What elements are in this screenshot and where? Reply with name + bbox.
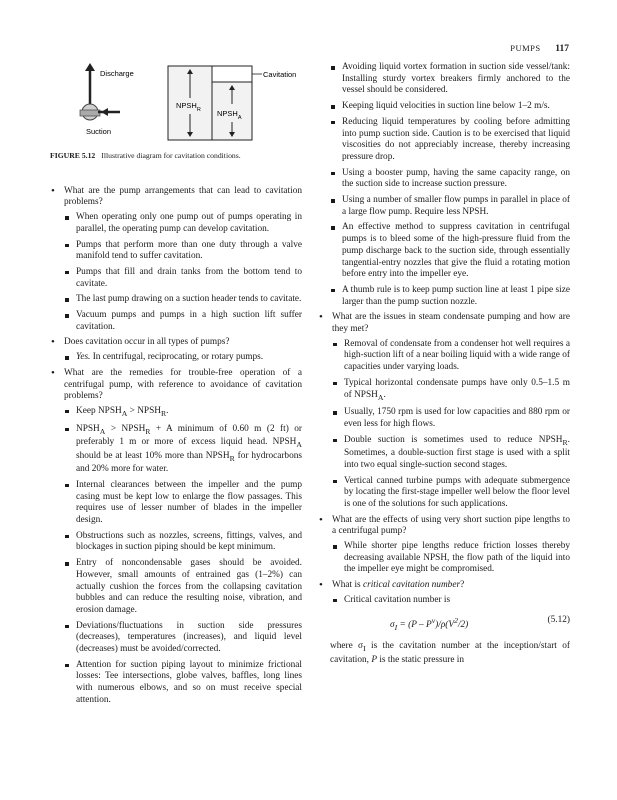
list-item: $NPSH_A$ > $NPSH_R + A$ minimum of 0.60 m (2 ft) or preferably 1 m or more of excess liquid head. $NPSH_A$ should be at least 10% more than $NPSH_R$ for hydrocarbons and 20% more for water. — [64, 424, 302, 476]
pump-base — [80, 110, 100, 116]
list-item — [64, 352, 302, 364]
remedy-list-continued — [330, 62, 570, 308]
question-item — [50, 337, 302, 363]
question-item: • What is critical cavitation number? Critical cavitation number is — [318, 580, 570, 606]
list-item: Pumps that fill and drain tanks from the bottom tend to cavitate. — [64, 267, 302, 290]
question-item — [50, 368, 302, 707]
npshr-label: $NPSH_R$ — [176, 101, 201, 113]
answer-list — [64, 352, 302, 364]
page-number: 117 — [555, 44, 569, 54]
list-item: Reducing liquid temperatures by cooling before admitting into pump suction side. Caution is to be exercised that liquid viscosities do not appreciably increase, thereby increasing pressure drop. — [330, 117, 570, 164]
question-list-left — [50, 186, 302, 707]
yes-text: Yes. — [76, 352, 91, 363]
list-item: When operating only one pump out of pumps operating in parallel, the operating pump can develop cavitation. — [64, 212, 302, 235]
cavitation-figure — [50, 62, 302, 144]
running-header — [510, 43, 569, 54]
list-item: A thumb rule is to keep pump suction line at least 1 pipe size larger than the pump suction nozzle. — [330, 285, 570, 308]
list-item: Critical cavitation number is — [332, 595, 570, 607]
list-item: Keeping liquid velocities in suction line below 1–2 m/s. — [330, 101, 570, 113]
equation-number: (5.12) — [547, 614, 570, 625]
cavitation-gap — [212, 66, 252, 82]
list-item: Obstructions such as nozzles, screens, fittings, valves, and blockages in suction piping should be kept minimum. — [64, 531, 302, 554]
question-text: What are the effects of using very short suction pipe lengths to a centrifugal pump? — [332, 514, 570, 537]
equation-body: $\sigma_I = (P - P^v)/\rho(V^2/2)$ — [390, 615, 469, 632]
list-item: Vertical canned turbine pumps with adequate submergence by locating the first-stage impeller well below the floor level is one of the solutions for such applications. — [332, 476, 570, 511]
answer-list — [332, 541, 570, 576]
list-item: Typical horizontal condensate pumps have only 0.5–1.5 m of $NPSH_A$. — [332, 378, 570, 403]
question-item — [318, 515, 570, 577]
list-item: Using a number of smaller flow pumps in parallel in place of a large flow pump. Require less NPSH. — [330, 195, 570, 218]
list-item: The last pump drawing on a suction header tends to cavitate. — [64, 294, 302, 306]
question-text: What are the issues in steam condensate pumping and how are they met? — [332, 312, 570, 335]
suction-label: Suction — [86, 127, 112, 136]
list-item: Using a booster pump, having the same capacity range, on the suction side to increase suction pressure. — [330, 168, 570, 191]
question-list-right — [318, 312, 570, 606]
list-item: Deviations/fluctuations in suction side pressures (decreases), temperatures (increases), and liquid level (decreases) must be avoided/corrected. — [64, 621, 302, 656]
question-text: What are the remedies for trouble-free operation of a centrifugal pump, with reference to avoidance of cavitation problems? — [64, 367, 302, 402]
equation-5-12 — [390, 615, 570, 634]
critical-cavitation-term: critical cavitation number — [362, 580, 461, 591]
suction-arrow-icon — [101, 108, 108, 116]
list-item: Keep $NPSH_A$ > $NPSH_R$. — [64, 406, 302, 420]
list-item: Usually, 1750 rpm is used for low capacities and 880 rpm or even less for high flows. — [332, 407, 570, 430]
list-item: Pumps that perform more than one duty through a valve manifold tend to suffer cavitation. — [64, 240, 302, 263]
answer-list — [64, 212, 302, 333]
list-item: Internal clearances between the impeller and the pump casing must be kept low to enlarge the flow passages. This requires use of lesser number of blades in the impeller design. — [64, 480, 302, 527]
list-item: Removal of condensate from a condenser hot well requires a high-suction lift of a near boiling liquid with a wide range of capacities under varying loads. — [332, 339, 570, 374]
list-item: Avoiding liquid vortex formation in suction side vessel/tank: Installing sturdy vortex breakers firmly anchored to the vessel should be considered. — [330, 62, 570, 97]
answer-text: In centrifugal, reciprocating, or rotary pumps. — [90, 352, 264, 363]
list-item: Double suction is sometimes used to reduce $NPSH_R$. Sometimes, a double-suction first stage is used with a split into two equal single-suction second stages. — [332, 435, 570, 472]
npsha-label: $NPSH_A$ — [217, 109, 242, 121]
list-item: An effective method to suppress cavitation in centrifugal pumps is to bleed some of the high-pressure fluid from the pump discharge back to the suction side, through essentially tangential-entry nozzles that give the fluid a rotating motion before entry into the impeller eye. — [330, 222, 570, 281]
figure-label: FIGURE 5.12 — [50, 151, 96, 160]
list-item: Attention for suction piping layout to minimize frictional losses: Tee intersections, globe valves, baffles, long lines with numerous elbows, and so on must receive special attention. — [64, 660, 302, 707]
answer-list — [332, 595, 570, 607]
discharge-label: Discharge — [100, 69, 134, 78]
question-text: What are the pump arrangements that can lead to cavitation problems? — [64, 185, 302, 208]
discharge-arrow-icon — [85, 63, 95, 71]
cavitation-label: Cavitation — [263, 70, 297, 79]
list-item: Vacuum pumps and pumps in a high suction lift suffer cavitation. — [64, 310, 302, 333]
section-title: PUMPS — [510, 43, 541, 53]
list-item: While shorter pipe lengths reduce friction losses thereby decreasing available NPSH, the flow path of the liquid into the impeller eye might be compromised. — [332, 541, 570, 576]
paragraph-text: where $\sigma_I$ is the cavitation number at the inception/start of cavitation, P is the static pressure in — [330, 641, 570, 665]
right-column — [330, 62, 570, 666]
list-item: Entry of noncondensable gases should be avoided. However, small amounts of entrained gas (1–2%) can actually cushion the forces from the collapsing cavitation bubbles and can reduce the resulting noise, vibration, and erosion damage. — [64, 558, 302, 617]
question-item — [50, 186, 302, 334]
answer-list — [332, 339, 570, 511]
question-item — [318, 312, 570, 510]
question-text: Does cavitation occur in all types of pumps? — [64, 337, 230, 348]
figure-caption — [50, 150, 302, 162]
figure-caption-text: Illustrative diagram for cavitation conditions. — [101, 151, 241, 160]
cavitation-diagram — [50, 62, 302, 144]
answer-list — [64, 406, 302, 707]
left-column — [50, 62, 302, 711]
